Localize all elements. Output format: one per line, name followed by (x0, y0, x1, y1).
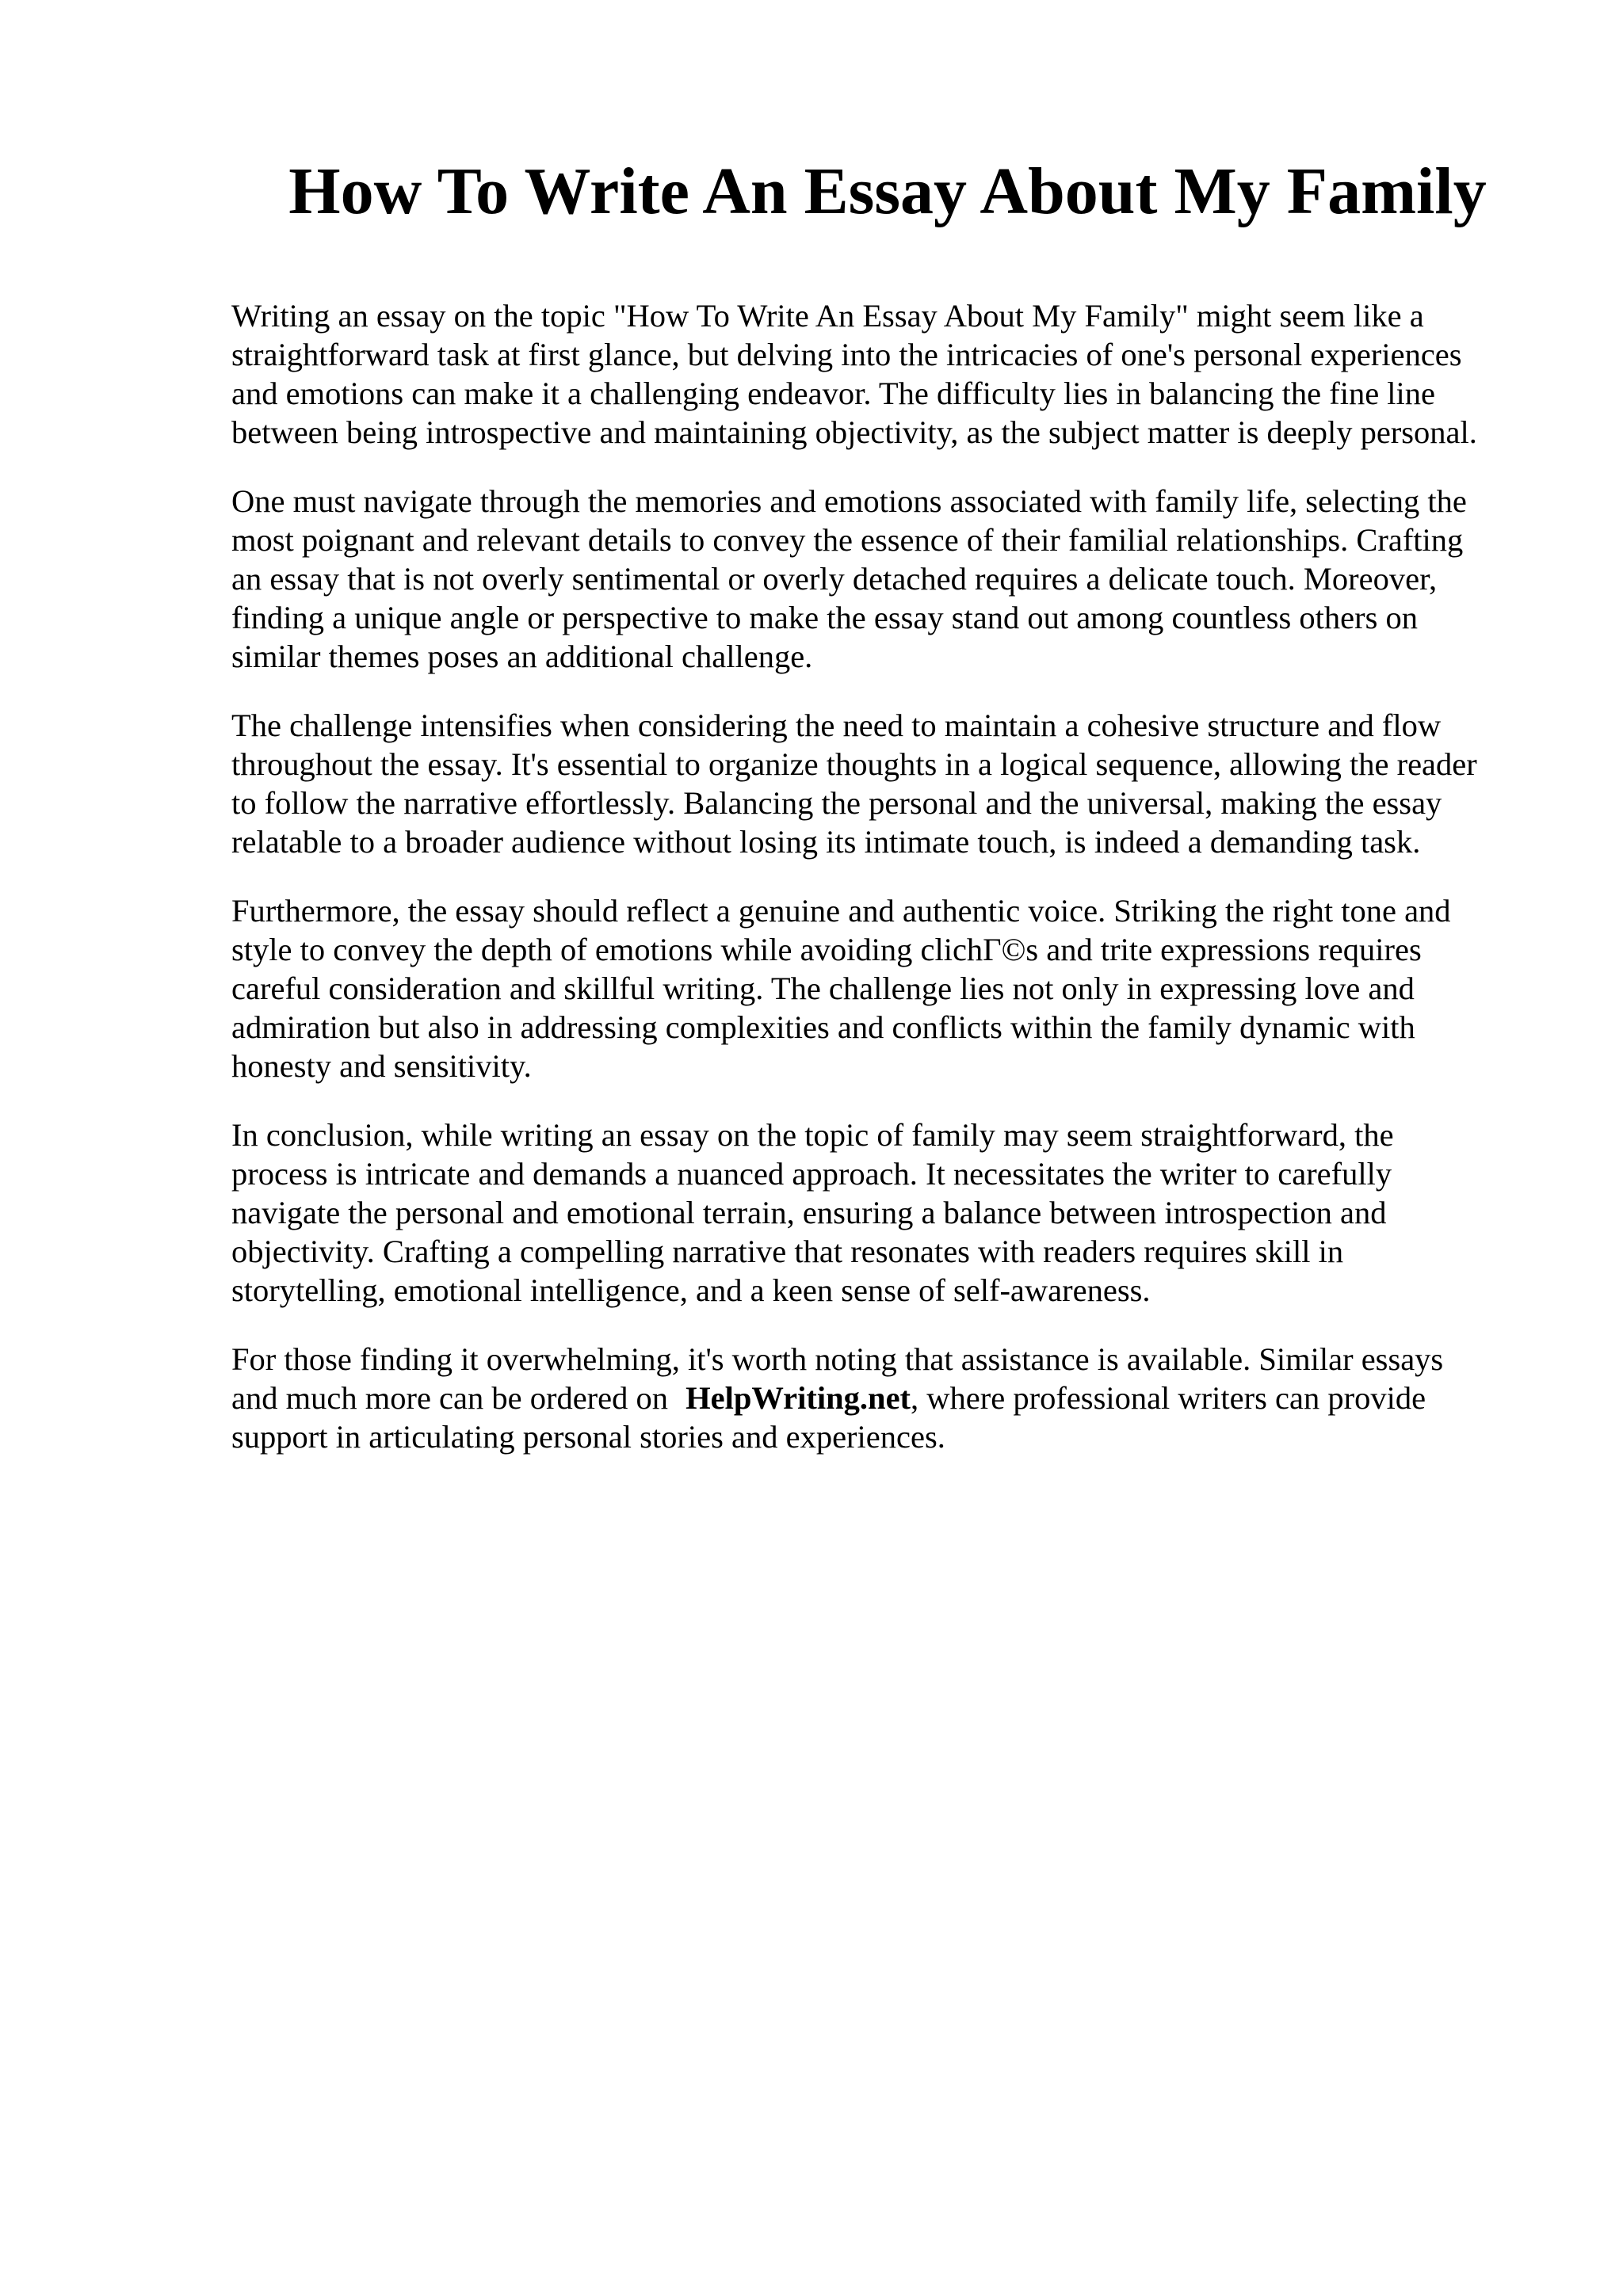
text-line: to follow the narrative effortlessly. Balancing the personal and the universal, making the essay (231, 785, 1442, 821)
text-line: similar themes poses an additional challenge. (231, 639, 813, 674)
text-line: straightforward task at first glance, but delving into the intricacies of one's personal experiences (231, 337, 1462, 372)
helpwriting-link[interactable]: HelpWriting.net (685, 1380, 911, 1416)
text-line: finding a unique angle or perspective to make the essay stand out among countless others on (231, 600, 1418, 635)
paragraph-4 (231, 891, 1515, 1085)
text-line: admiration but also in addressing complexities and conflicts within the family dynamic with (231, 1009, 1415, 1045)
paragraph-2 (231, 482, 1515, 676)
paragraph-closing (231, 1340, 1515, 1456)
text-line: support in articulating personal stories and experiences. (231, 1419, 945, 1455)
paragraph-5 (231, 1116, 1515, 1310)
text-line: navigate the personal and emotional terrain, ensuring a balance between introspection and (231, 1195, 1387, 1230)
text-line: One must navigate through the memories and emotions associated with family life, selecting the (231, 483, 1467, 519)
text-line: objectivity. Crafting a compelling narrative that resonates with readers requires skill in (231, 1234, 1344, 1269)
text-line: In conclusion, while writing an essay on the topic of family may seem straightforward, the (231, 1117, 1394, 1153)
text-line: The challenge intensifies when considering the need to maintain a cohesive structure and flow (231, 707, 1442, 743)
text-line: relatable to a broader audience without losing its intimate touch, is indeed a demanding task. (231, 824, 1421, 860)
text-line: between being introspective and maintaining objectivity, as the subject matter is deeply personal. (231, 414, 1477, 450)
paragraph-3 (231, 706, 1515, 861)
text-line: style to convey the depth of emotions while avoiding clichГ©s and trite expressions requires (231, 932, 1422, 967)
text-line: careful consideration and skillful writing. The challenge lies not only in expressing love and (231, 971, 1415, 1006)
text-line: throughout the essay. It's essential to organize thoughts in a logical sequence, allowing the reader (231, 746, 1477, 782)
text-line: storytelling, emotional intelligence, and a keen sense of self-awareness. (231, 1272, 1151, 1308)
text-fragment: and much more can be ordered on (231, 1380, 669, 1416)
essay-body (231, 296, 1515, 1486)
text-line-with-link (231, 1379, 1515, 1417)
text-line: and emotions can make it a challenging endeavor. The difficulty lies in balancing the fine line (231, 376, 1436, 411)
text-line: process is intricate and demands a nuanced approach. It necessitates the writer to carefully (231, 1156, 1392, 1192)
paragraph-1 (231, 296, 1515, 452)
text-line: honesty and sensitivity. (231, 1048, 532, 1084)
page-title: How To Write An Essay About My Family (288, 154, 1487, 228)
text-fragment: , where professional writers can provide (911, 1380, 1426, 1416)
text-line: For those finding it overwhelming, it's worth noting that assistance is available. Similar essays (231, 1341, 1444, 1377)
text-line: most poignant and relevant details to convey the essence of their familial relationships. Crafting (231, 522, 1464, 558)
text-line: Furthermore, the essay should reflect a genuine and authentic voice. Striking the right tone and (231, 893, 1451, 929)
text-line: Writing an essay on the topic "How To Write An Essay About My Family" might seem like a (231, 298, 1424, 334)
text-line: an essay that is not overly sentimental or overly detached requires a delicate touch. Moreover, (231, 561, 1438, 597)
